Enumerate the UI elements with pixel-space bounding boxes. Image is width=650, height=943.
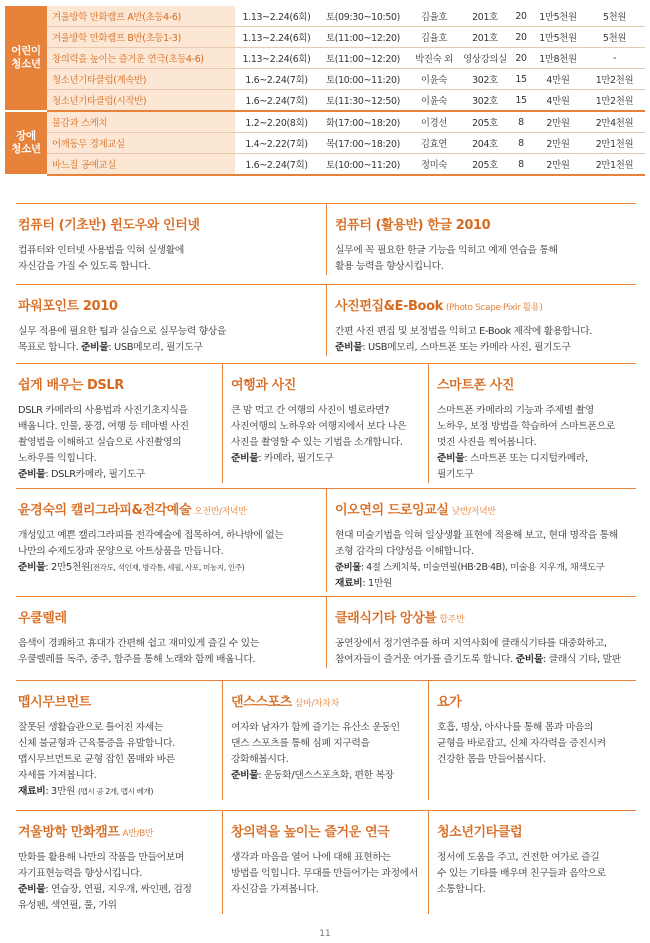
prep-text: 유성펜, 색연필, 풀, 가위 bbox=[18, 900, 117, 911]
course-desc: 컴퓨터와 인터넷 사용법을 익혀 실생활에 bbox=[18, 245, 184, 256]
schedule-row bbox=[5, 111, 645, 133]
course-material-fee: 2만4천원 bbox=[584, 111, 645, 133]
schedule-row bbox=[5, 48, 645, 69]
course-capacity: 8 bbox=[510, 154, 532, 176]
course-desc: 우쿨렐레를 독주, 중주, 합주를 통해 노래와 함께 배웁니다. bbox=[18, 654, 256, 665]
course-period: 1.6~2.24(7회) bbox=[235, 154, 318, 176]
course-desc: 스마트폰 카메라의 기능과 주제별 촬영 bbox=[437, 405, 594, 416]
prep-label: 준비물 bbox=[18, 562, 46, 573]
course-capacity: 20 bbox=[510, 27, 532, 48]
course-room: 201호 bbox=[460, 6, 510, 27]
course-fee: 1만5천원 bbox=[532, 6, 584, 27]
course-fee: 1만5천원 bbox=[532, 27, 584, 48]
prep-label: 준비물 bbox=[231, 453, 259, 464]
course-title: 스마트폰 사진 bbox=[437, 378, 515, 393]
course-subtitle: 합주반 bbox=[439, 615, 465, 625]
schedule-row bbox=[5, 6, 645, 27]
course-material-fee: 2만1천원 bbox=[584, 154, 645, 176]
course-desc: 만화를 활용해 나만의 작품을 만들어보며 bbox=[18, 852, 184, 863]
course-desc: 공연장에서 정기연주를 하며 지역사회에 클래식기타를 대중화하고, bbox=[335, 638, 607, 649]
course-desc: 간편 사진 편집 및 보정법을 익히고 E-Book 제작에 활용합니다. bbox=[335, 326, 593, 337]
prep-text: 필기도구 bbox=[437, 469, 474, 480]
course-drama bbox=[222, 811, 428, 914]
course-desc-text: 참여자들이 즐거운 여가를 즐기도록 합니다. bbox=[335, 654, 513, 665]
prep-text: : 카메라, 필기도구 bbox=[258, 453, 334, 464]
schedule-row bbox=[5, 133, 645, 154]
course-desc: 균형을 바로잡고, 신체 자각력을 증진시켜 bbox=[437, 738, 606, 749]
course-title: 컴퓨터 (기초반) 윈도우와 인터넷 bbox=[18, 218, 200, 233]
course-period: 1.13~2.24(6회) bbox=[235, 27, 318, 48]
course-mat-pilates bbox=[16, 681, 222, 800]
course-fee: 2만원 bbox=[532, 133, 584, 154]
course-room: 204호 bbox=[460, 133, 510, 154]
course-desc: 자신감을 가져봅니다. bbox=[231, 884, 319, 895]
course-name: 겨울방학 만화캠프 A반(초등4-6) bbox=[47, 6, 235, 27]
schedule-table bbox=[5, 6, 645, 176]
course-title: 창의력을 높이는 즐거운 연극 bbox=[231, 825, 390, 840]
course-desc-text: 목표로 합니다. bbox=[18, 342, 79, 353]
course-title: 청소년기타클럽 bbox=[437, 825, 523, 840]
course-material-fee: 1만2천원 bbox=[584, 69, 645, 90]
course-period: 1.6~2.24(7회) bbox=[235, 69, 318, 90]
course-title: 사진편집&E-Book bbox=[335, 299, 443, 314]
course-title: 클래식기타 앙상블 bbox=[335, 611, 437, 626]
course-title: 윤경숙의 캘리그라피&전각예술 bbox=[18, 503, 192, 518]
course-desc: 신체 불균형과 근육통증을 유발합니다. bbox=[18, 738, 175, 749]
course-time: 토(10:00~11:20) bbox=[318, 69, 408, 90]
course-title: 맵시무브먼트 bbox=[18, 695, 91, 710]
prep-text: : 운동화/댄스스포츠화, 편한 복장 bbox=[258, 770, 394, 781]
course-desc: 정서에 도움을 주고, 건전한 여가로 즐길 bbox=[437, 852, 600, 863]
course-desc: 나만의 수제도장과 문양으로 아트상품을 만듭니다. bbox=[18, 546, 224, 557]
course-fee: 2만원 bbox=[532, 111, 584, 133]
schedule-row bbox=[5, 90, 645, 112]
course-period: 1.6~2.24(7회) bbox=[235, 90, 318, 112]
section-row bbox=[16, 284, 636, 356]
course-material-fee: 5천원 bbox=[584, 27, 645, 48]
course-time: 토(11:00~12:20) bbox=[318, 48, 408, 69]
course-capacity: 8 bbox=[510, 133, 532, 154]
course-title: 파워포인트 2010 bbox=[18, 299, 118, 314]
course-desc: 방법을 익힙니다. 무대를 만들어가는 과정에서 bbox=[231, 868, 418, 879]
material-fee-label: 재료비 bbox=[18, 786, 46, 797]
schedule-group-label: 어린이 청소년 bbox=[5, 6, 47, 111]
prep-text: : USB메모리, 필기도구 bbox=[108, 342, 203, 353]
course-ukulele bbox=[16, 597, 326, 668]
course-subtitle: 오전반/저녁반 bbox=[194, 507, 247, 517]
course-teacher: 이윤숙 bbox=[408, 90, 460, 112]
prep-label: 준비물 bbox=[335, 562, 361, 573]
course-desc: DSLR 카메라의 사용법과 사진기초지식을 bbox=[18, 405, 188, 416]
course-drawing bbox=[326, 489, 636, 592]
course-desc: 실무 적용에 필요한 팁과 실습으로 실무능력 향상을 bbox=[18, 326, 226, 337]
course-desc: 여자와 남자가 함께 즐기는 유산소 운동인 bbox=[231, 722, 400, 733]
course-title: 우쿨렐레 bbox=[18, 611, 67, 626]
course-calligraphy bbox=[16, 489, 326, 592]
prep-label: 준비물 bbox=[80, 342, 109, 353]
course-capacity: 8 bbox=[510, 111, 532, 133]
course-desc bbox=[18, 340, 318, 356]
prep-label: 준비물 bbox=[18, 884, 46, 895]
section-row bbox=[16, 203, 636, 275]
course-room: 영상강의실 bbox=[460, 48, 510, 69]
course-period: 1.4~2.22(7회) bbox=[235, 133, 318, 154]
course-powerpoint bbox=[16, 285, 326, 356]
course-teacher: 박진숙 외 bbox=[408, 48, 460, 69]
course-desc: 배웁니다. 인물, 풍경, 여행 등 테마별 사진 bbox=[18, 421, 189, 432]
course-capacity: 15 bbox=[510, 90, 532, 112]
course-fee: 4만원 bbox=[532, 69, 584, 90]
section-row bbox=[16, 810, 636, 914]
course-photo-edit bbox=[326, 285, 636, 356]
course-title: 컴퓨터 (활용반) 한글 2010 bbox=[335, 218, 491, 233]
course-desc: 자세를 가져봅니다. bbox=[18, 770, 97, 781]
course-desc: 댄스 스포츠를 통해 심폐 지구력을 bbox=[231, 738, 370, 749]
course-time: 토(11:00~12:20) bbox=[318, 27, 408, 48]
course-room: 205호 bbox=[460, 111, 510, 133]
course-teacher: 김율호 bbox=[408, 27, 460, 48]
course-fee: 2만원 bbox=[532, 154, 584, 176]
course-period: 1.13~2.24(6회) bbox=[235, 6, 318, 27]
course-desc: 자기표현능력을 향상시킵니다. bbox=[18, 868, 143, 879]
course-time: 목(17:00~18:20) bbox=[318, 133, 408, 154]
course-room: 302호 bbox=[460, 69, 510, 90]
course-title: 쉽게 배우는 DSLR bbox=[18, 378, 124, 393]
course-desc: 생각과 마음을 열어 나에 대해 표현하는 bbox=[231, 852, 391, 863]
prep-text: : 클래식 기타, 발판 bbox=[542, 654, 621, 665]
section-row bbox=[16, 363, 636, 483]
prep-detail: (전각도, 석인재, 방각통, 세필, 사포, 미농지, 인주) bbox=[90, 563, 245, 572]
course-desc: 소통합니다. bbox=[437, 884, 486, 895]
prep-label: 준비물 bbox=[515, 654, 543, 665]
course-desc: 호흡, 명상, 아사나를 통해 몸과 마음의 bbox=[437, 722, 594, 733]
schedule-group-label: 장애 청소년 bbox=[5, 111, 47, 175]
prep-label: 준비물 bbox=[231, 770, 259, 781]
course-title: 댄스스포츠 bbox=[231, 695, 292, 710]
course-fee: 1만8천원 bbox=[532, 48, 584, 69]
prep-label: 준비물 bbox=[335, 342, 363, 353]
course-title: 겨울방학 만화캠프 bbox=[18, 825, 120, 840]
course-desc: 자신감을 가질 수 있도록 합니다. bbox=[18, 261, 151, 272]
course-material-fee: 1만2천원 bbox=[584, 90, 645, 112]
course-desc: 현대 미술기법을 익혀 일상생활 표현에 적용해 보고, 현대 명작을 통해 bbox=[335, 530, 618, 541]
course-desc: 잘못된 생활습관으로 틀어진 자세는 bbox=[18, 722, 163, 733]
course-teacher: 김효연 bbox=[408, 133, 460, 154]
material-fee-label: 재료비 bbox=[335, 578, 363, 589]
prep-text: : 연습장, 연필, 지우개, 싸인펜, 검정 bbox=[45, 884, 192, 895]
course-desc: 강화해봅시다. bbox=[231, 754, 289, 765]
course-name: 바느질 공예교실 bbox=[47, 154, 235, 176]
course-desc: 맵시무브먼트로 균형 잡힌 몸매와 바른 bbox=[18, 754, 175, 765]
course-material-fee: - bbox=[584, 48, 645, 69]
course-dance-sport bbox=[222, 681, 428, 800]
course-desc: 음색이 경쾌하고 휴대가 간편해 쉽고 재미있게 즐길 수 있는 bbox=[18, 638, 259, 649]
prep-text: : DSLR카메라, 필기도구 bbox=[45, 469, 146, 480]
course-room: 201호 bbox=[460, 27, 510, 48]
course-room: 205호 bbox=[460, 154, 510, 176]
course-name: 청소년기타클럽(계속반) bbox=[47, 69, 235, 90]
course-name: 겨울방학 만화캠프 B반(초등1-3) bbox=[47, 27, 235, 48]
course-period: 1.13~2.24(6회) bbox=[235, 48, 318, 69]
course-desc: 멋진 사진을 찍어봅니다. bbox=[437, 437, 537, 448]
course-material-fee: 2만1천원 bbox=[584, 133, 645, 154]
course-smartphone-photo bbox=[428, 364, 634, 483]
course-teacher: 정미숙 bbox=[408, 154, 460, 176]
course-desc: 건강한 몸을 만들어봅시다. bbox=[437, 754, 546, 765]
course-desc: 활용 능력을 향상시킵니다. bbox=[335, 261, 444, 272]
prep-label: 준비물 bbox=[18, 469, 46, 480]
course-title: 여행과 사진 bbox=[231, 378, 296, 393]
course-teacher: 이윤숙 bbox=[408, 69, 460, 90]
course-desc: 촬영법을 이해하고 실습으로 사진촬영의 bbox=[18, 437, 182, 448]
course-comic-camp bbox=[16, 811, 222, 914]
course-travel-photo bbox=[222, 364, 428, 483]
course-classic-guitar bbox=[326, 597, 636, 668]
course-desc: 수 있는 기타를 배우며 친구들과 음악으로 bbox=[437, 868, 606, 879]
course-capacity: 15 bbox=[510, 69, 532, 90]
course-name: 창의력을 높이는 즐거운 연극(초등4-6) bbox=[47, 48, 235, 69]
schedule-row bbox=[5, 154, 645, 176]
course-period: 1.2~2.20(8회) bbox=[235, 111, 318, 133]
material-fee-text: : 1만원 bbox=[362, 578, 393, 589]
course-name: 물감과 스케치 bbox=[47, 111, 235, 133]
course-room: 302호 bbox=[460, 90, 510, 112]
schedule-row bbox=[5, 69, 645, 90]
course-dslr bbox=[16, 364, 222, 483]
course-desc: 사진여행의 노하우와 여행지에서 보다 나은 bbox=[231, 421, 407, 432]
course-name: 청소년기타클럽(시작반) bbox=[47, 90, 235, 112]
section-row bbox=[16, 596, 636, 668]
course-computer-advanced bbox=[326, 204, 636, 275]
course-desc: 개성있고 예쁜 캘리그라피를 전각예술에 접목하여, 하나밖에 없는 bbox=[18, 530, 284, 541]
course-name: 어깨동무 경제교실 bbox=[47, 133, 235, 154]
prep-text: : 4절 스케치북, 미술연필(HB·2B·4B), 미술용 지우개, 채색도구 bbox=[360, 562, 605, 573]
course-title: 요가 bbox=[437, 695, 462, 710]
course-time: 토(10:00~11:20) bbox=[318, 154, 408, 176]
course-time: 토(09:30~10:50) bbox=[318, 6, 408, 27]
prep-label: 준비물 bbox=[437, 453, 465, 464]
section-row bbox=[16, 488, 636, 592]
course-yoga bbox=[428, 681, 634, 800]
course-material-fee: 5천원 bbox=[584, 6, 645, 27]
course-capacity: 20 bbox=[510, 6, 532, 27]
course-time: 토(11:30~12:50) bbox=[318, 90, 408, 112]
prep-text: : 스마트폰 또는 디지털카메라, bbox=[464, 453, 588, 464]
course-desc: 조형 감각의 다양성을 이해합니다. bbox=[335, 546, 474, 557]
course-capacity: 20 bbox=[510, 48, 532, 69]
course-computer-basic bbox=[16, 204, 326, 275]
course-time: 화(17:00~18:20) bbox=[318, 111, 408, 133]
course-desc: 실무에 꼭 필요한 한글 기능을 익히고 예제 연습을 통해 bbox=[335, 245, 558, 256]
course-subtitle: A반/B반 bbox=[122, 829, 154, 839]
page-number: 11 bbox=[319, 929, 331, 939]
course-youth-guitar bbox=[428, 811, 634, 914]
course-teacher: 김율호 bbox=[408, 6, 460, 27]
course-desc: 큰 맘 먹고 간 여행의 사진이 별로라면? bbox=[231, 405, 390, 416]
course-title: 이오연의 드로잉교실 bbox=[335, 503, 449, 518]
course-teacher: 이경선 bbox=[408, 111, 460, 133]
course-subtitle: (Photo Scape·Pixlr 활용) bbox=[445, 303, 543, 313]
course-subtitle: 삼바/차차차 bbox=[294, 699, 339, 709]
course-subtitle: 낮반/저녁반 bbox=[451, 507, 496, 517]
course-desc: 사진을 촬영할 수 있는 기법을 소개합니다. bbox=[231, 437, 403, 448]
material-fee-text: : 3만원 bbox=[45, 786, 76, 797]
schedule-row bbox=[5, 27, 645, 48]
course-desc: 노하우, 보정 방법을 학습하여 스마트폰으로 bbox=[437, 421, 615, 432]
course-fee: 4만원 bbox=[532, 90, 584, 112]
prep-text: : USB메모리, 스마트폰 또는 카메라 사진, 필기도구 bbox=[362, 342, 571, 353]
section-row bbox=[16, 680, 636, 800]
course-desc: 노하우를 익힙니다. bbox=[18, 453, 97, 464]
material-detail: (맵시 공 2개, 맵시 베개) bbox=[77, 787, 154, 796]
prep-text: : 2만5천원 bbox=[45, 562, 91, 573]
